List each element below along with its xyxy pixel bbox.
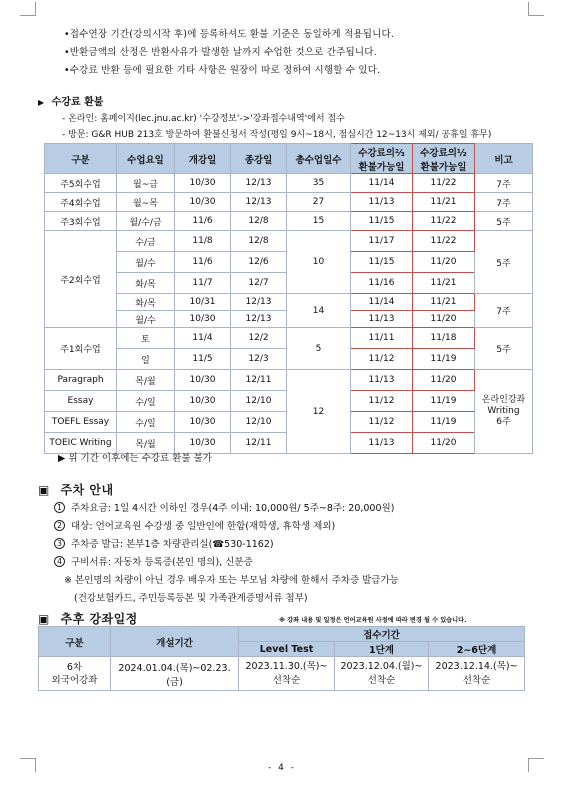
- schedule-disclaimer: ※ 강좌 내용 및 일정은 언어교육원 사정에 따라 변경 될 수 있습니다.: [279, 617, 467, 624]
- table-cell: 10/30: [175, 412, 231, 433]
- table-row: [39, 657, 525, 691]
- table-cell: TOEFL Essay: [45, 412, 117, 433]
- sched-col-registration: 접수기간: [239, 627, 525, 642]
- bullet-line-2: •반환금액의 산정은 반환사유가 발생한 날까지 수업한 것으로 간주됩니다.: [64, 47, 377, 58]
- square-marker-icon: ▣: [38, 612, 50, 626]
- table-cell: 11/20: [413, 311, 475, 328]
- online-writing-note: 온라인강좌 Writing 6주: [475, 370, 533, 454]
- page-number: - 4 -: [268, 763, 296, 773]
- table-cell: 12/2: [231, 328, 287, 349]
- table-cell: 11/13: [351, 370, 413, 391]
- table-cell: 11/22: [413, 212, 475, 231]
- table-cell: 2023.11.30.(목)~ 선착순: [239, 657, 335, 691]
- table-cell: 수/일: [117, 391, 175, 412]
- table-cell: 10/30: [175, 174, 231, 193]
- table-cell: 11/19: [413, 412, 475, 433]
- table-cell: 주3회수업: [45, 212, 117, 231]
- table-cell: 11/6: [175, 212, 231, 231]
- table-cell: 수/일: [117, 412, 175, 433]
- sched-col-level-test: Level Test: [239, 642, 335, 657]
- table-cell: 5주: [475, 231, 533, 294]
- circled-number: 4: [54, 556, 65, 567]
- table-cell: 12/7: [231, 273, 287, 294]
- table-cell: 11/8: [175, 231, 231, 252]
- table-cell: 월/수: [117, 311, 175, 328]
- table-row: [45, 294, 533, 311]
- table-cell: 11/13: [351, 311, 413, 328]
- parking-note: ※ 본인명의 차량이 아닌 경우 배우자 또는 부모님 차량에 한해서 주차증 발급가능: [64, 575, 399, 586]
- table-cell: 7주: [475, 193, 533, 212]
- table-row: [45, 370, 533, 391]
- table-cell: 15: [287, 212, 351, 231]
- parking-item-1: 1 주차요금: 1일 4시간 이하인 경우(4주 이내: 10,000원/ 5주~8주: 20,000원): [54, 500, 394, 514]
- square-marker-icon: ▣: [38, 483, 50, 497]
- table-cell: 35: [287, 174, 351, 193]
- refund-visit: - 방문: G&R HUB 213호 방문하여 환불신청서 작성(평일 9시~18시, 점심시간 12~13시 제외/ 공휴일 휴무): [62, 130, 492, 140]
- table-cell: 10/30: [175, 311, 231, 328]
- refund-online: - 온라인: 홈페이지(lec.jnu.ac.kr) '수강정보'->'강좌접수내역'에서 접수: [62, 114, 345, 124]
- table-cell: 5: [287, 328, 351, 370]
- table-cell: 11/20: [413, 433, 475, 454]
- sched-col-course: 구분: [39, 627, 111, 657]
- col-total: 총수업일수: [287, 144, 351, 174]
- table-cell: 12/11: [231, 433, 287, 454]
- table-row: [45, 212, 533, 231]
- table-cell: 27: [287, 193, 351, 212]
- table-cell: 12/13: [231, 174, 287, 193]
- table-cell: 11/18: [413, 328, 475, 349]
- table-cell: 10/30: [175, 433, 231, 454]
- bullet-line-3: •수강료 반환 등에 필요한 기타 사항은 원장이 따로 정하여 시행할 수 있다.: [64, 65, 381, 76]
- refund-after-note: ▶ 위 기간 이후에는 수강료 환불 불가: [58, 453, 212, 464]
- table-cell: 11/14: [351, 294, 413, 311]
- group-label-2x: 주2회수업: [45, 231, 117, 328]
- col-two-thirds: 수강료의⅔ 환불가능일: [351, 144, 413, 174]
- table-cell: 주5회수업: [45, 174, 117, 193]
- col-half: 수강료의½ 환불가능일: [413, 144, 475, 174]
- table-cell: 10/30: [175, 391, 231, 412]
- table-cell: 2024.01.04.(목)~02.23.(금): [111, 657, 239, 691]
- col-start: 개강일: [175, 144, 231, 174]
- circled-number: 3: [54, 538, 65, 549]
- table-cell: 11/20: [413, 370, 475, 391]
- table-cell: 12/10: [231, 391, 287, 412]
- table-row: [45, 328, 533, 349]
- table-cell: 11/22: [413, 174, 475, 193]
- table-cell: 월/수/금: [117, 212, 175, 231]
- refund-title: 수강료 환불: [51, 97, 104, 108]
- table-cell: 화/목: [117, 294, 175, 311]
- parking-header: [38, 481, 114, 498]
- table-cell: 11/6: [175, 252, 231, 273]
- sched-col-period: 개설기간: [111, 627, 239, 657]
- parking-note-docs: (건강보험카드, 주민등록등본 및 가족관계증명서류 첨부): [74, 593, 308, 604]
- table-cell: 목/월: [117, 370, 175, 391]
- table-row: [45, 231, 533, 252]
- table-cell: Paragraph: [45, 370, 117, 391]
- col-days: 수업요일: [117, 144, 175, 174]
- crop-mark-top-right: [528, 2, 544, 16]
- table-cell: 11/21: [413, 273, 475, 294]
- triangle-marker-icon: ▶: [38, 98, 45, 107]
- table-cell: 12/8: [231, 231, 287, 252]
- table-cell: 10/30: [175, 370, 231, 391]
- table-cell: 10/30: [175, 193, 231, 212]
- schedule-title: 추후 강좌일정: [60, 612, 138, 626]
- parking-item-3: 3 주차증 발급: 본부1층 차량관리실(☎530-1162): [54, 536, 274, 550]
- table-cell: 11/13: [351, 433, 413, 454]
- parking-item-2: 2 대상: 언어교육원 수강생 중 일반인에 한함(재학생, 휴학생 제외): [54, 518, 335, 532]
- table-cell: 일: [117, 349, 175, 370]
- parking-title: 주차 안내: [60, 483, 114, 497]
- table-cell: 12/11: [231, 370, 287, 391]
- parking-item-4: 4 구비서류: 자동차 등록증(본인 명의), 신분증: [54, 554, 253, 568]
- group-label-1x: 주1회수업: [45, 328, 117, 370]
- table-cell: 수/금: [117, 231, 175, 252]
- col-note: 비고: [475, 144, 533, 174]
- table-cell: 10: [287, 231, 351, 294]
- table-cell: 11/15: [351, 212, 413, 231]
- table-cell: 11/11: [351, 328, 413, 349]
- table-cell: 10/31: [175, 294, 231, 311]
- crop-mark-top-left: [20, 2, 36, 16]
- col-course: 구분: [45, 144, 117, 174]
- table-cell: 11/21: [413, 294, 475, 311]
- table-cell: 11/5: [175, 349, 231, 370]
- table-row: [45, 193, 533, 212]
- table-cell: 12/3: [231, 349, 287, 370]
- table-cell: 11/21: [413, 193, 475, 212]
- sched-col-stage2-6: 2~6단계: [429, 642, 525, 657]
- table-cell: 12/6: [231, 252, 287, 273]
- table-cell: 12/13: [231, 294, 287, 311]
- col-end: 종강일: [231, 144, 287, 174]
- table-cell: 11/15: [351, 252, 413, 273]
- table-cell: 11/7: [175, 273, 231, 294]
- refund-header: [38, 93, 103, 108]
- table-cell: 12/13: [231, 193, 287, 212]
- table-cell: 11/16: [351, 273, 413, 294]
- table-cell: 12/13: [231, 311, 287, 328]
- table-cell: Essay: [45, 391, 117, 412]
- table-cell: 11/20: [413, 252, 475, 273]
- schedule-header: [38, 610, 138, 627]
- table-cell: 11/12: [351, 349, 413, 370]
- table-cell: 14: [287, 294, 351, 328]
- table-cell: 12/10: [231, 412, 287, 433]
- sched-col-stage1: 1단계: [335, 642, 429, 657]
- table-cell: 11/22: [413, 231, 475, 252]
- table-cell: 12/8: [231, 212, 287, 231]
- table-cell: 2023.12.04.(월)~ 선착순: [335, 657, 429, 691]
- table-cell: 11/4: [175, 328, 231, 349]
- table-cell: 11/12: [351, 412, 413, 433]
- table-cell: TOEIC Writing: [45, 433, 117, 454]
- refund-table: [44, 143, 533, 454]
- circled-number: 2: [54, 520, 65, 531]
- schedule-table: [38, 626, 525, 691]
- table-cell: 주4회수업: [45, 193, 117, 212]
- table-cell: 6차 외국어강좌: [39, 657, 111, 691]
- table-cell: 11/12: [351, 391, 413, 412]
- table-cell: 5주: [475, 212, 533, 231]
- table-cell: 11/14: [351, 174, 413, 193]
- table-cell: 12: [287, 370, 351, 454]
- table-cell: 토: [117, 328, 175, 349]
- table-cell: 5주: [475, 328, 533, 370]
- table-cell: 7주: [475, 174, 533, 193]
- bullet-line-1: •접수연장 기간(강의시작 후)에 등록하셔도 환불 기준은 동일하게 적용됩니다.: [64, 29, 395, 40]
- table-cell: 11/19: [413, 349, 475, 370]
- table-cell: 월~목: [117, 193, 175, 212]
- table-cell: 7주: [475, 294, 533, 328]
- table-cell: 11/17: [351, 231, 413, 252]
- table-cell: 2023.12.14.(목)~ 선착순: [429, 657, 525, 691]
- table-cell: 11/13: [351, 193, 413, 212]
- table-cell: 화/목: [117, 273, 175, 294]
- table-cell: 월/수: [117, 252, 175, 273]
- circled-number: 1: [54, 502, 65, 513]
- table-cell: 월~금: [117, 174, 175, 193]
- table-row: [45, 174, 533, 193]
- table-cell: 목/월: [117, 433, 175, 454]
- table-cell: 11/19: [413, 391, 475, 412]
